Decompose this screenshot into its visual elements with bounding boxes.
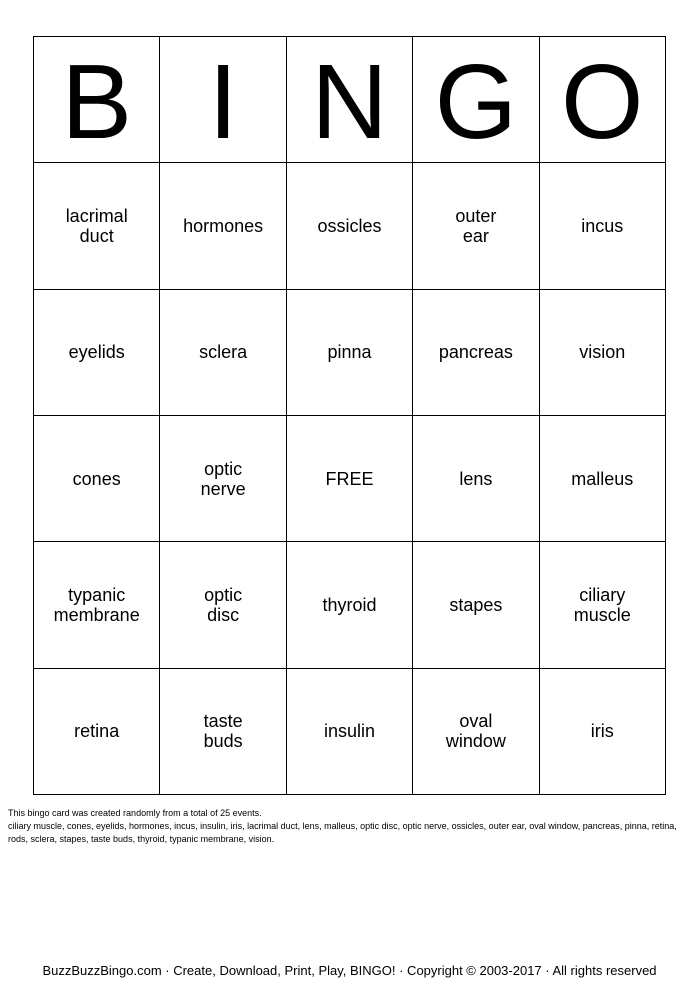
bingo-letter-n: N xyxy=(286,37,412,163)
bingo-cell: eyelids xyxy=(34,289,160,415)
bingo-cell: stapes xyxy=(413,542,539,668)
bingo-free-cell: FREE xyxy=(286,415,412,541)
bingo-cell: cones xyxy=(34,415,160,541)
bingo-cell: malleus xyxy=(539,415,665,541)
bingo-cell: sclera xyxy=(160,289,286,415)
bingo-cell: thyroid xyxy=(286,542,412,668)
bingo-cell: pinna xyxy=(286,289,412,415)
bingo-cell: optic nerve xyxy=(160,415,286,541)
bingo-letter-b: B xyxy=(34,37,160,163)
bingo-cell: typanic membrane xyxy=(34,542,160,668)
page-footer: BuzzBuzzBingo.com · Create, Download, Print, Play, BINGO! · Copyright © 2003-2017 · All rights reserved xyxy=(42,963,657,978)
bingo-row-2 xyxy=(34,289,666,415)
bingo-cell: oval window xyxy=(413,668,539,794)
bingo-cell: iris xyxy=(539,668,665,794)
bingo-cell: insulin xyxy=(286,668,412,794)
bingo-header-row xyxy=(34,37,666,163)
note-event-list: ciliary muscle, cones, eyelids, hormones, incus, insulin, iris, lacrimal duct, lens, malleus, optic disc, optic nerve, ossicles, outer ear, oval window, pancreas, pinna, retina, rods, sclera, stapes, taste buds, thyroid, typanic membrane, vision. xyxy=(8,821,677,844)
bingo-letter-o: O xyxy=(539,37,665,163)
bingo-cell: lacrimal duct xyxy=(34,163,160,289)
card-generation-note xyxy=(8,807,692,846)
bingo-cell: pancreas xyxy=(413,289,539,415)
bingo-cell: lens xyxy=(413,415,539,541)
bingo-cell: ciliary muscle xyxy=(539,542,665,668)
bingo-row-5 xyxy=(34,668,666,794)
bingo-letter-i: I xyxy=(160,37,286,163)
bingo-row-1 xyxy=(34,163,666,289)
note-summary: This bingo card was created randomly from a total of 25 events. xyxy=(8,808,262,818)
bingo-cell: hormones xyxy=(160,163,286,289)
bingo-cell: taste buds xyxy=(160,668,286,794)
bingo-card xyxy=(33,36,666,795)
bingo-letter-g: G xyxy=(413,37,539,163)
bingo-cell: retina xyxy=(34,668,160,794)
bingo-cell: outer ear xyxy=(413,163,539,289)
bingo-cell: ossicles xyxy=(286,163,412,289)
bingo-row-4 xyxy=(34,542,666,668)
bingo-cell: incus xyxy=(539,163,665,289)
bingo-row-3 xyxy=(34,415,666,541)
bingo-cell: vision xyxy=(539,289,665,415)
bingo-cell: optic disc xyxy=(160,542,286,668)
